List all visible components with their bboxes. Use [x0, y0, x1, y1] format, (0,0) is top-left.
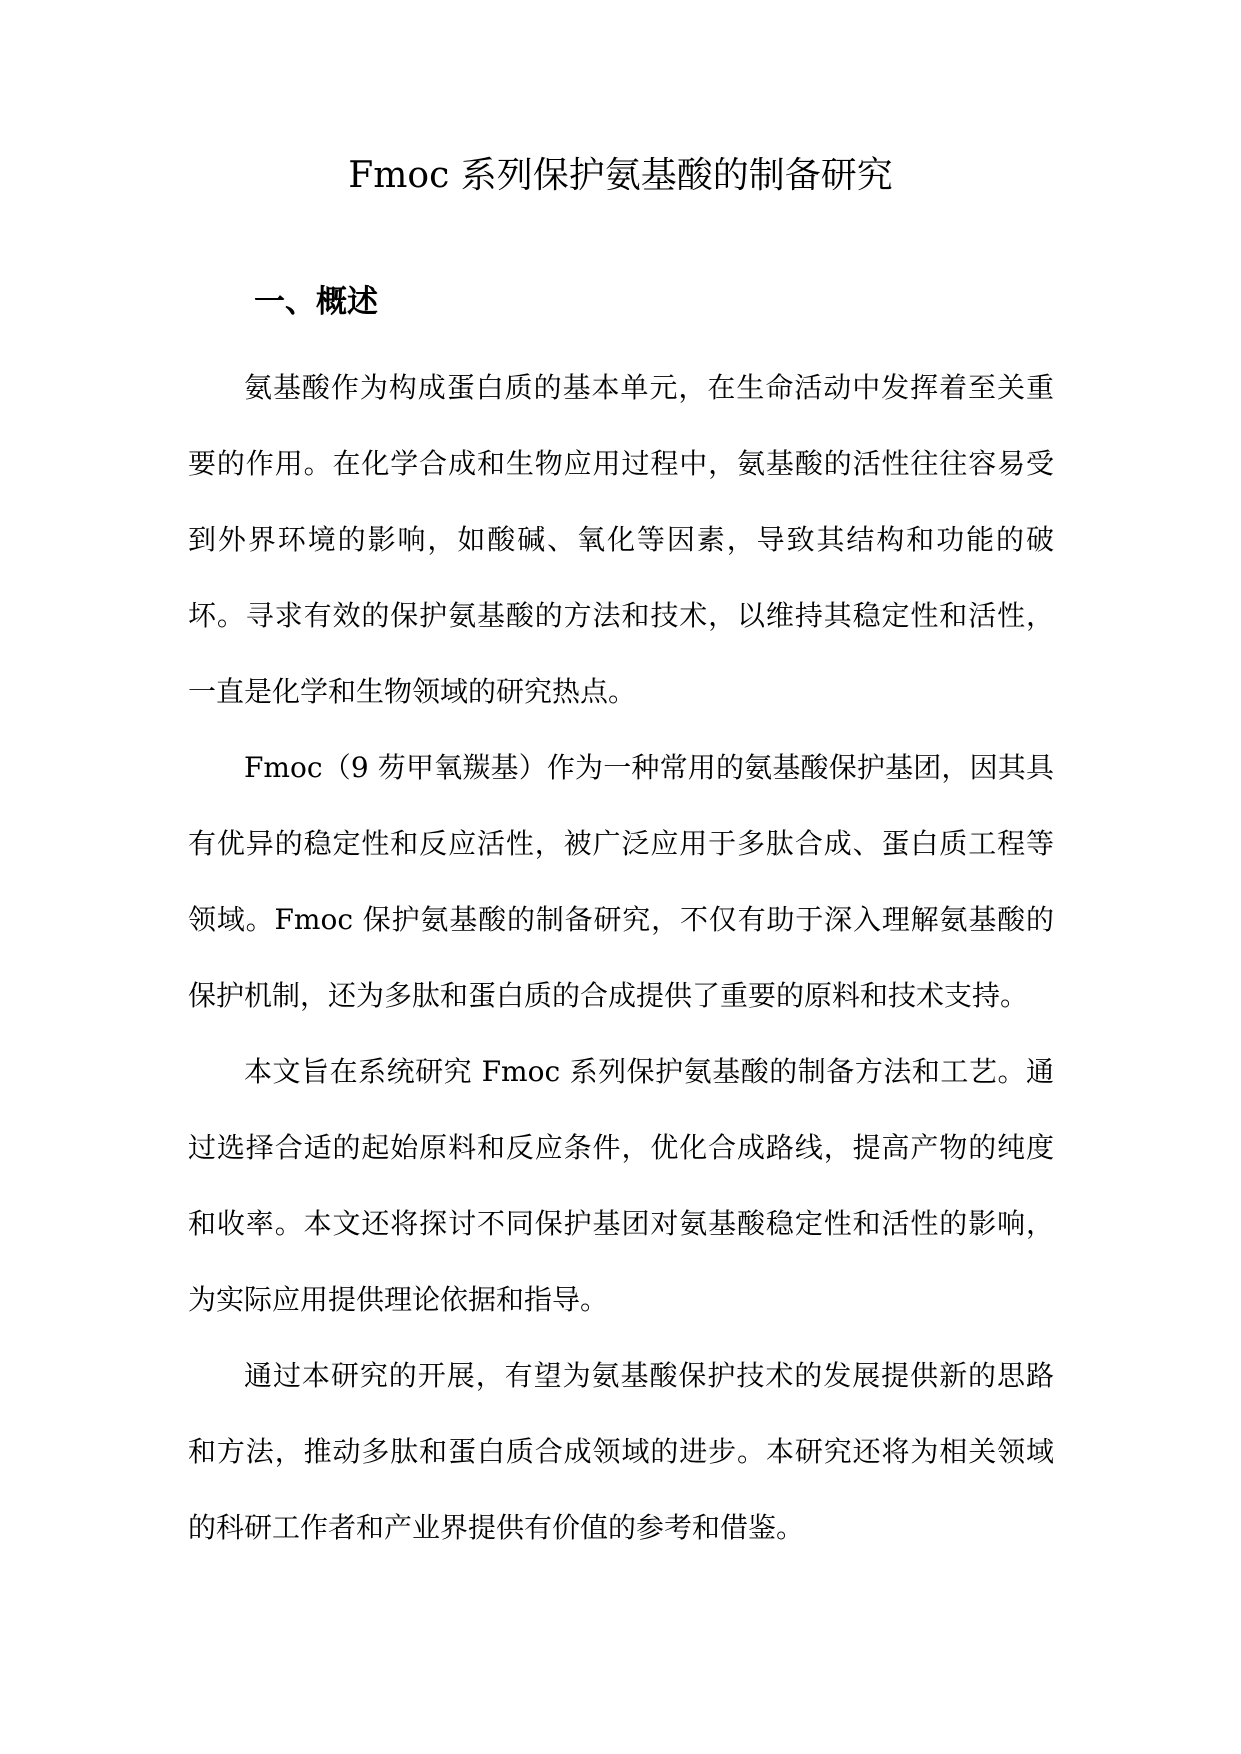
paragraph: 氨基酸作为构成蛋白质的基本单元，在生命活动中发挥着至关重要的作用。在化学合成和生物应用过程中，氨基酸的活性往往容易受到外界环境的影响，如酸碱、氧化等因素，导致其结构和功能的破坏。寻求有效的保护氨基酸的方法和技术，以维持其稳定性和活性，一直是化学和生物领域的研究热点。 [188, 371, 1054, 708]
document-title: Fmoc 系列保护氨基酸的制备研究 [348, 155, 893, 196]
paragraph: 通过本研究的开展，有望为氨基酸保护技术的发展提供新的思路和方法，推动多肽和蛋白质合成领域的进步。本研究还将为相关领域的科研工作者和产业界提供有价值的参考和借鉴。 [188, 1359, 1054, 1544]
paragraph: 本文旨在系统研究 Fmoc 系列保护氨基酸的制备方法和工艺。通过选择合适的起始原料和反应条件，优化合成路线，提高产物的纯度和收率。本文还将探讨不同保护基团对氨基酸稳定性和活性的影响，为实际应用提供理论依据和指导。 [188, 1055, 1054, 1316]
section-heading-overview: 一、概述 [254, 284, 378, 320]
body-text [188, 350, 1054, 1566]
paragraph: Fmoc（9 芴甲氧羰基）作为一种常用的氨基酸保护基团，因其具有优异的稳定性和反应活性，被广泛应用于多肽合成、蛋白质工程等领域。Fmoc 保护氨基酸的制备研究，不仅有助于深入理解氨基酸的保护机制，还为多肽和蛋白质的合成提供了重要的原料和技术支持。 [188, 751, 1054, 1012]
